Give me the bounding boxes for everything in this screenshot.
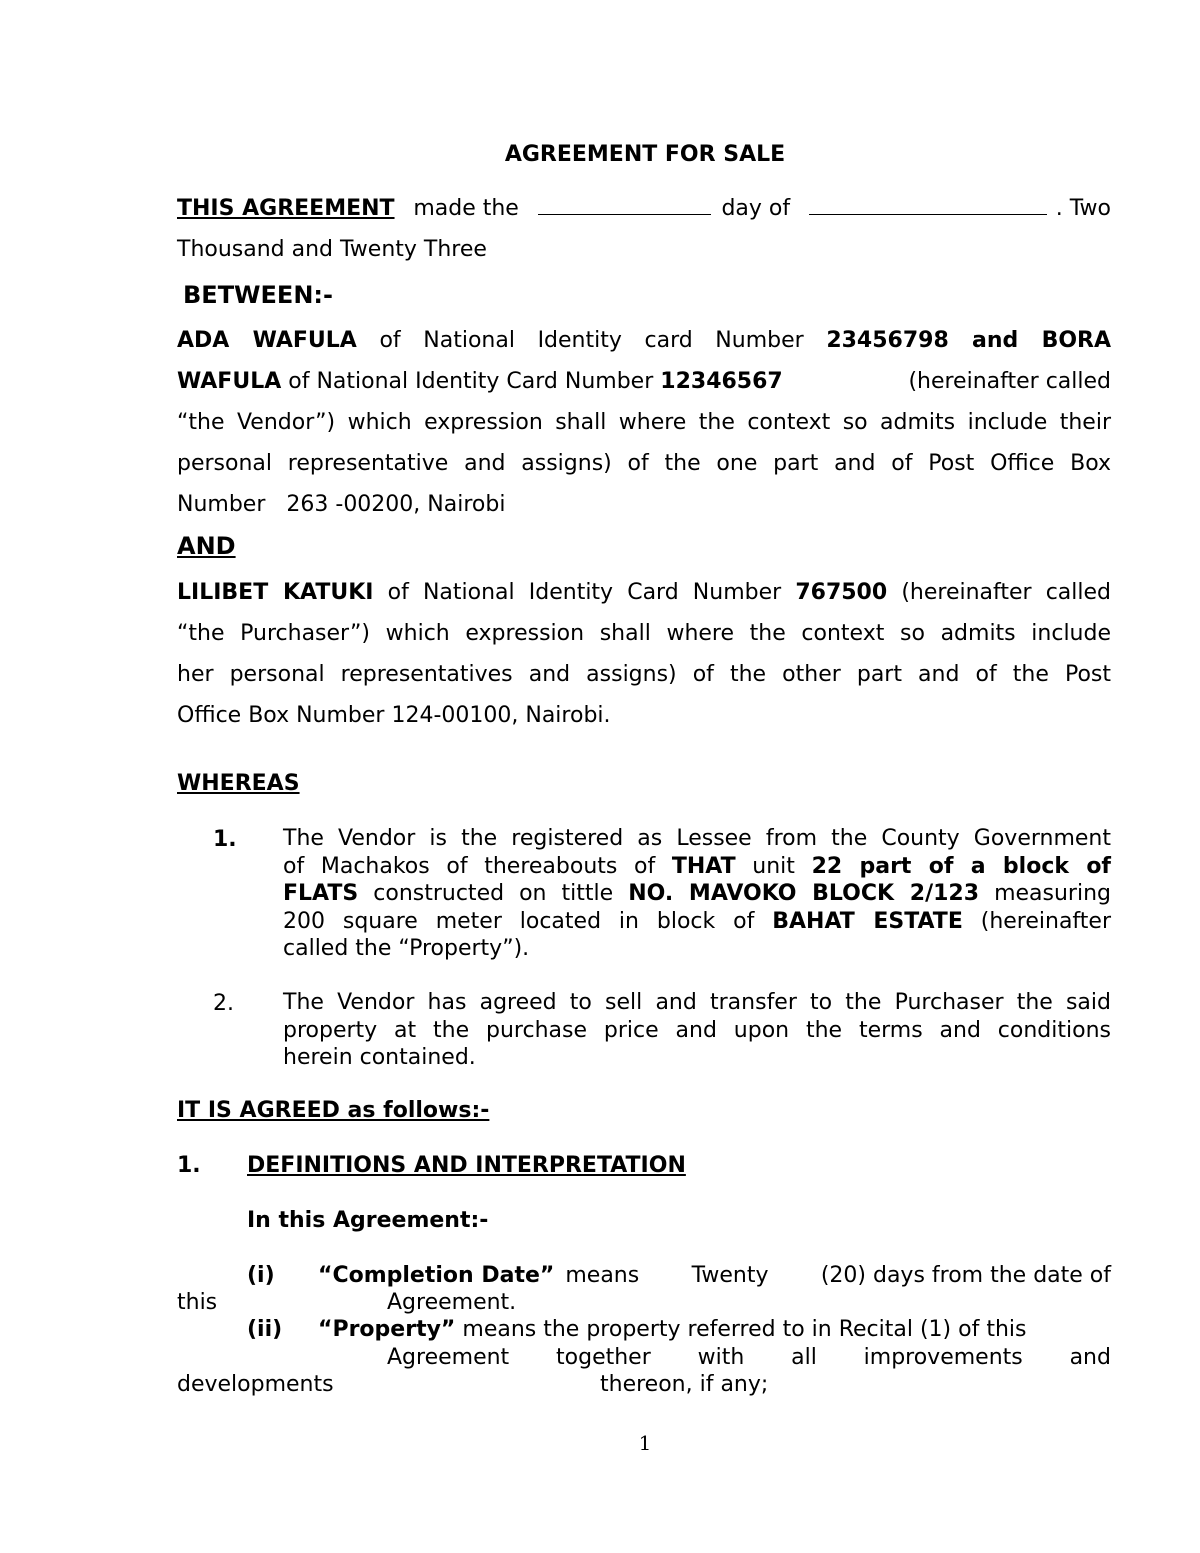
def-i-line-1 [318, 1263, 1111, 1288]
section-1-number: 1. [177, 1153, 201, 1178]
def-ii-word: all [791, 1345, 817, 1370]
purchaser-line-1 [177, 572, 1111, 613]
def-ii-number: (ii) [247, 1317, 283, 1342]
recital-2-line-1: The Vendor has agreed to sell and transfer to the Purchaser the said [283, 990, 1111, 1015]
recital-2-line-2: property at the purchase price and upon the terms and conditions [283, 1017, 1111, 1043]
recital-1-hereinafter: (hereinafter [980, 908, 1111, 934]
recital-1 [283, 825, 1111, 963]
purchaser-line-2: “the Purchaser”) which expression shall where the context so admits include [177, 621, 1111, 646]
def-i-term: “Completion Date” [318, 1263, 555, 1288]
def-ii-line-2 [387, 1345, 1111, 1370]
def-ii-cont-thereon: thereon, if any; [600, 1372, 769, 1397]
purchaser-hereinafter: (hereinafter called [901, 580, 1112, 605]
recital-1-area: 200 square meter located in block of [283, 908, 755, 934]
recital-1-line-3 [283, 880, 1111, 908]
recital-1-unit: unit [752, 853, 795, 879]
two-text: . Two [1055, 196, 1111, 221]
def-i-days: (20) days from the date of [820, 1263, 1111, 1288]
vendor-id-text-1: of National Identity card Number [379, 328, 804, 353]
def-ii-cont-developments: developments [177, 1372, 334, 1397]
recital-1-line-1: The Vendor is the registered as Lessee from the County Government [283, 826, 1111, 851]
def-i-cont-agreement: Agreement. [387, 1290, 517, 1315]
recital-1-measuring: measuring [994, 881, 1111, 906]
purchaser-line-3: her personal representatives and assigns) of the other part and of the Post [177, 662, 1111, 687]
purchaser-id-text: of National Identity Card Number [387, 580, 782, 605]
recital-2-number: 2. [213, 991, 234, 1016]
recital-1-estate: BAHAT ESTATE [772, 908, 963, 934]
def-ii-word: and [1069, 1345, 1111, 1370]
vendor-line-5 [177, 484, 1111, 525]
recital-1-line-2 [283, 853, 1111, 881]
purchaser-line-4: Office Box Number 124-00100, Nairobi. [177, 703, 611, 728]
between-heading: BETWEEN:- [183, 281, 333, 309]
recital-1-title-number: NO. MAVOKO BLOCK 2/123 [628, 881, 980, 906]
recital-1-constructed: constructed on tittle [373, 881, 614, 906]
vendor-line-2 [177, 361, 1111, 402]
def-ii-text: means the property referred to in Recital (1) of this [462, 1317, 1027, 1342]
vendor-id-text-2: of National Identity Card Number [288, 369, 654, 394]
year-line: Thousand and Twenty Three [177, 237, 487, 262]
vendor-box-number: 263 -00200, Nairobi [286, 492, 506, 517]
recital-1-that: THAT [671, 853, 736, 879]
section-1-intro: In this Agreement:- [247, 1208, 489, 1233]
month-blank [809, 196, 1047, 215]
def-i-means: means [565, 1263, 640, 1288]
vendor-paragraph [177, 320, 1111, 525]
purchaser-name: LILIBET KATUKI [177, 580, 374, 605]
def-i-cont-this: this [177, 1290, 218, 1315]
whereas-heading: WHEREAS [177, 771, 300, 796]
and-heading: AND [177, 532, 236, 560]
agreed-heading: IT IS AGREED as follows:- [177, 1098, 490, 1123]
day-blank [538, 196, 711, 215]
vendor-name-2: WAFULA [177, 369, 282, 394]
def-ii-word: Agreement [387, 1345, 510, 1370]
recital-1-flats: FLATS [283, 881, 359, 906]
recital-1-line-4 [283, 908, 1111, 936]
day-of-text: day of [721, 196, 791, 221]
recital-1-text-a: of Machakos of thereabouts of [283, 853, 656, 879]
vendor-number-label: Number [177, 492, 266, 517]
vendor-id-1: 23456798 and BORA [826, 328, 1112, 353]
this-agreement-label: THIS AGREEMENT [177, 196, 395, 221]
vendor-line-1 [177, 320, 1111, 361]
def-ii-word: together [556, 1345, 651, 1370]
vendor-id-2: 12346567 [660, 369, 783, 394]
purchaser-id: 767500 [795, 580, 888, 605]
vendor-line-4: personal representative and assigns) of the one part and of Post Office Box [177, 451, 1111, 476]
def-ii-word: with [697, 1345, 745, 1370]
recital-1-number: 1. [213, 827, 237, 852]
recital-1-unit-number: 22 part of a block of [811, 853, 1112, 879]
recital-2 [283, 989, 1111, 1072]
def-ii-line-1 [318, 1317, 1026, 1342]
vendor-line-3: “the Vendor”) which expression shall where the context so admits include their [177, 410, 1111, 435]
def-ii-word: improvements [863, 1345, 1023, 1370]
purchaser-paragraph [177, 572, 1111, 736]
vendor-name-1: ADA WAFULA [177, 328, 357, 353]
recital-1-line-5: called the “Property”). [283, 936, 530, 961]
page-number: 1 [638, 1431, 652, 1455]
section-1-title: DEFINITIONS AND INTERPRETATION [247, 1153, 686, 1178]
vendor-hereinafter: (hereinafter called [908, 369, 1111, 394]
made-the-text: made the [413, 196, 519, 221]
def-i-number: (i) [247, 1263, 275, 1288]
recital-2-line-3: herein contained. [283, 1045, 476, 1070]
opening-line [177, 196, 1111, 221]
def-i-twenty: Twenty [691, 1263, 769, 1288]
document-title: AGREEMENT FOR SALE [504, 142, 786, 167]
def-ii-term: “Property” [318, 1317, 456, 1342]
